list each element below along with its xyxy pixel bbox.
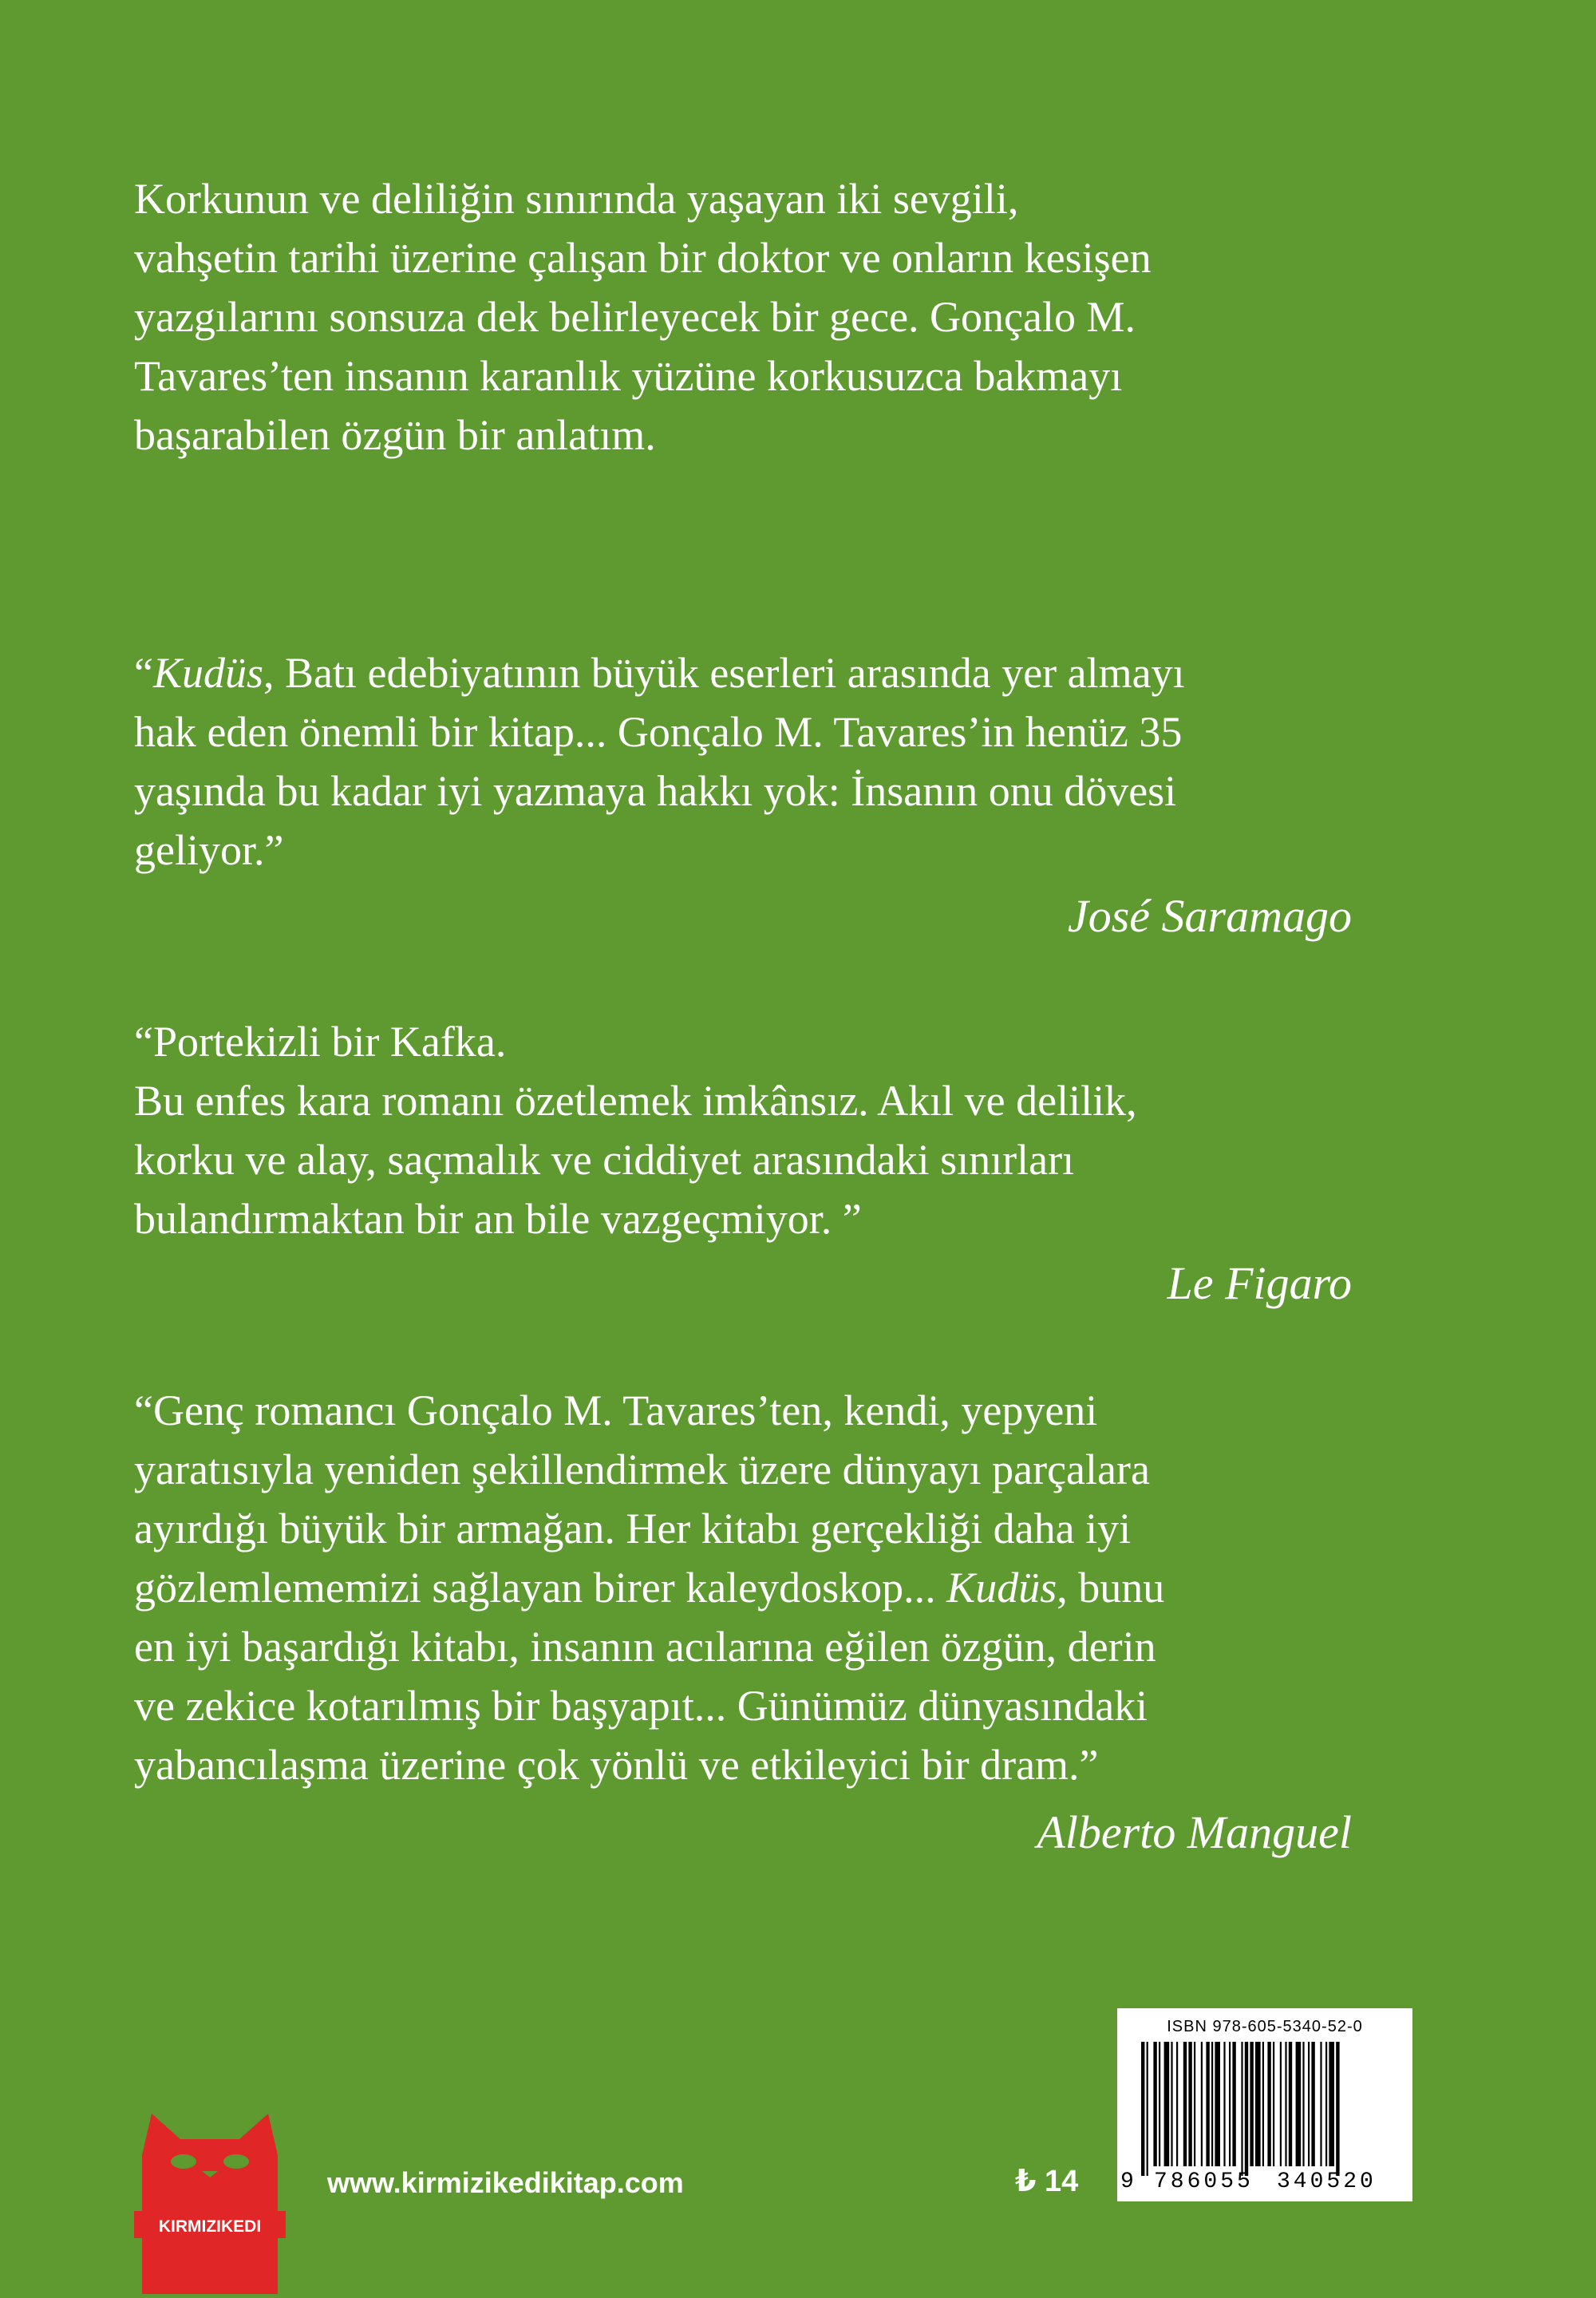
- barcode-bar: [1215, 2042, 1220, 2166]
- blurb-line: başarabilen özgün bir anlatım.: [134, 411, 656, 459]
- barcode-bar: [1255, 2042, 1261, 2166]
- quote-text: , bunu: [1057, 1564, 1165, 1612]
- barcode-bar: [1267, 2042, 1270, 2166]
- barcode-bar: [1262, 2042, 1264, 2166]
- barcode-bar: [1201, 2042, 1203, 2166]
- quote-le-figaro: [134, 1012, 1379, 1248]
- barcode-bar: [1183, 2042, 1187, 2166]
- blurb: [134, 169, 1379, 465]
- barcode-bar: [1250, 2042, 1253, 2166]
- website-link[interactable]: www.kirmizikedikitap.com: [327, 2166, 684, 2199]
- quote-line: yaratısıyla yeniden şekillendirmek üzere dünyayı parçalara: [134, 1446, 1150, 1493]
- book-title: Kudüs: [152, 649, 264, 697]
- barcode-bar: [1285, 2042, 1286, 2166]
- barcode-bar: [1229, 2042, 1231, 2166]
- isbn-text: ISBN 978-605-5340-52-0: [1167, 2018, 1363, 2035]
- barcode-bar: [1245, 2042, 1248, 2176]
- barcode-bar: [1164, 2042, 1170, 2166]
- barcode-bar: [1336, 2042, 1339, 2176]
- quote-line: ve zekice kotarılmış bir başyapıt... Günümüz dünyasındaki: [134, 1682, 1148, 1730]
- quote-line: korku ve alay, saçmalık ve ciddiyet arasındaki sınırları: [134, 1136, 1075, 1184]
- barcode-bar: [1296, 2042, 1302, 2166]
- quote-line: “Genç romancı Gonçalo M. Tavares’ten, kendi, yepyeni: [134, 1386, 1098, 1434]
- quote-saramago: [134, 643, 1379, 880]
- quote-line: bulandırmaktan bir an bile vazgeçmiyor. ”: [134, 1195, 862, 1243]
- price-label: ₺ 14: [1015, 2165, 1079, 2198]
- logo-text: KIRMIZIKEDI: [158, 2217, 262, 2236]
- barcode-bar: [1141, 2042, 1144, 2176]
- quote-author: José Saramago: [1067, 890, 1352, 942]
- quote-manguel: [134, 1381, 1379, 1794]
- barcode-bar: [1273, 2042, 1274, 2166]
- barcode-bar: [1206, 2042, 1209, 2166]
- quote-line: hak eden önemli bir kitap... Gonçalo M. Tavares’in henüz 35: [134, 708, 1183, 756]
- barcode-bar: [1325, 2042, 1327, 2166]
- barcode-bar: [1311, 2042, 1314, 2166]
- barcode-bars: [1135, 2042, 1395, 2176]
- quote-line: “Kudüs, Batı edebiyatının büyük eserleri arasında yer almayı: [134, 649, 1185, 697]
- barcode-bar: [1280, 2042, 1282, 2166]
- publisher-logo: [134, 2107, 286, 2294]
- quote-line: en iyi başardığı kitabı, insanın acılarına eğilen özgün, derin: [134, 1623, 1156, 1671]
- barcode-bar: [1232, 2042, 1235, 2166]
- barcode-bar: [1308, 2042, 1310, 2166]
- barcode-bar: [1241, 2042, 1242, 2176]
- blurb-line: yazgılarını sonsuza dek belirleyecek bir gece. Gonçalo M.: [134, 293, 1136, 341]
- quote-text: gözlemlememizi sağlayan birer kaleydoskop...: [134, 1564, 947, 1612]
- quote-line: Bu enfes kara romanı özetlemek imkânsız. Akıl ve delilik,: [134, 1077, 1137, 1125]
- barcode-bar: [1188, 2042, 1191, 2166]
- quote-author: Alberto Manguel: [1037, 1806, 1352, 1858]
- barcode-bar: [1211, 2042, 1213, 2166]
- barcode-bar: [1302, 2042, 1304, 2166]
- blurb-line: Tavares’ten insanın karanlık yüzüne korkusuzca bakmayı: [134, 352, 1123, 400]
- barcode-bar: [1320, 2042, 1321, 2166]
- barcode-bar: [1194, 2042, 1195, 2166]
- quote-line: yaşında bu kadar iyi yazmaya hakkı yok: İnsanın onu dövesi: [134, 767, 1177, 815]
- barcode-bar: [1329, 2042, 1334, 2166]
- barcode-bar: [1289, 2042, 1292, 2166]
- quote-line: ayırdığı büyük bir armağan. Her kitabı gerçekliği daha iyi: [134, 1505, 1132, 1552]
- barcode-bar: [1171, 2042, 1172, 2166]
- barcode: ISBN 978-605-5340-52-0 9 786055 340520: [1117, 2008, 1412, 2201]
- quote-line: “Portekizli bir Kafka.: [134, 1018, 507, 1066]
- quote-line: geliyor.”: [134, 826, 284, 874]
- barcode-bar: [1176, 2042, 1178, 2166]
- barcode-bar: [1223, 2042, 1225, 2166]
- book-title: Kudüs: [946, 1564, 1057, 1612]
- quote-line: [134, 1558, 1379, 1617]
- barcode-bar: [1147, 2042, 1148, 2176]
- blurb-line: Korkunun ve deliliğin sınırında yaşayan iki sevgili,: [134, 175, 1019, 223]
- quote-line: yabancılaşma üzerine çok yönlü ve etkileyici bir dram.”: [134, 1741, 1099, 1789]
- barcode-bar: [1153, 2042, 1156, 2166]
- quote-text: , Batı edebiyatının büyük eserleri arasında yer almayı: [263, 649, 1185, 697]
- blurb-line: vahşetin tarihi üzerine çalışan bir doktor ve onların kesişen: [134, 234, 1152, 282]
- quote-author: Le Figaro: [1167, 1257, 1352, 1309]
- barcode-bar: [1159, 2042, 1160, 2166]
